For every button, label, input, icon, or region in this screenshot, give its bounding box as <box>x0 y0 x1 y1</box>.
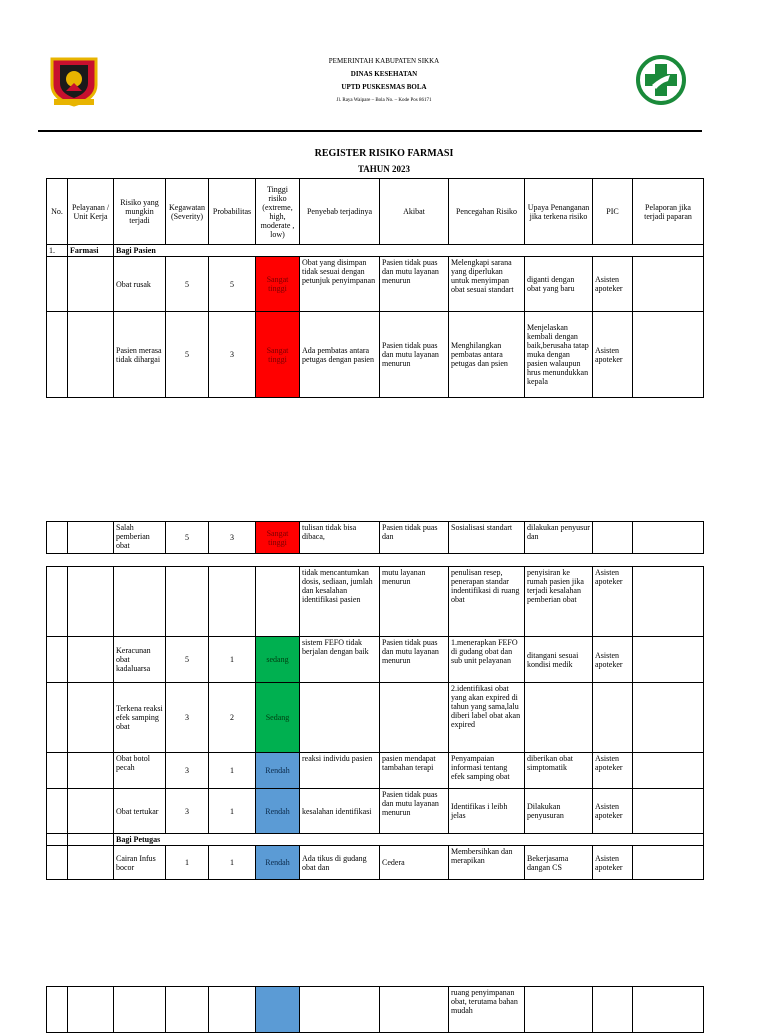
col-level: Tinggi risiko (extreme, high, moderate , low) <box>256 179 300 245</box>
risk-register-table-1 <box>46 178 704 398</box>
cause: kesalahan identifikasi <box>300 789 380 834</box>
prevention: ruang penyimpanan obat, terutama bahan mudah <box>449 987 525 1033</box>
doc-title: REGISTER RISIKO FARMASI <box>314 148 454 159</box>
risk: Obat botol pecah <box>114 753 166 789</box>
pic: Asisten apoteker <box>593 753 633 789</box>
col-no: No. <box>47 179 68 245</box>
cause: Obat yang disimpan tidak sesuai dengan petunjuk penyimpanan <box>300 257 380 312</box>
table-row <box>47 987 704 1033</box>
table-row <box>47 257 704 312</box>
section-row <box>47 245 704 257</box>
handling: Dilakukan penyusuran <box>525 789 593 834</box>
col-report: Pelaporan jika terjadi paparan <box>633 179 704 245</box>
handling: Menjelaskan kembali dengan baik,berusaha tatap muka dengan pasien walaupun hrus menundukkan kepala <box>525 312 593 398</box>
table-row <box>47 683 704 753</box>
handling: diberikan obat simptomatik <box>525 753 593 789</box>
cause: tidak mencantumkan dosis, sediaan, jumlah dan kesalahan identifikasi pasien <box>300 567 380 637</box>
risk-register-table-3 <box>46 566 704 880</box>
risk-level-badge: sedang <box>256 637 300 683</box>
effect: pasien mendapat tambahan terapi <box>380 753 449 789</box>
section-unit: Farmasi <box>68 245 114 257</box>
prevention: penulisan resep, penerapan standar indentifikasi di ruang obat <box>449 567 525 637</box>
col-unit: Pelayanan / Unit Kerja <box>68 179 114 245</box>
pic: Asisten apoteker <box>593 846 633 880</box>
prevention: Identifikas i leibh jelas <box>449 789 525 834</box>
pic: Asisten apoteker <box>593 312 633 398</box>
risk: Obat rusak <box>114 257 166 312</box>
prevention: 2.identifikasi obat yang akan expired di tahun yang sama,lalu diberi label obat akan expired <box>449 683 525 753</box>
effect: Pasien tidak puas dan mutu layanan menurun <box>380 637 449 683</box>
group-row <box>47 834 704 846</box>
probability: 5 <box>209 257 256 312</box>
risk-register-table-4 <box>46 986 704 1033</box>
pic: Asisten apoteker <box>593 567 633 637</box>
risk: Obat tertukar <box>114 789 166 834</box>
col-cause: Penyebab terjadinya <box>300 179 380 245</box>
group-staff: Bagi Petugas <box>114 834 704 846</box>
severity: 5 <box>166 257 209 312</box>
prevention: Melengkapi sarana yang diperlukan untuk menyimpan obat sesuai standart <box>449 257 525 312</box>
probability: 1 <box>209 753 256 789</box>
risk-level-badge: Sangat tinggi <box>256 312 300 398</box>
col-handling: Upaya Penanganan jika terkena risiko <box>525 179 593 245</box>
dept-name: DINAS KESEHATAN <box>350 70 418 78</box>
handling: diganti dengan obat yang baru <box>525 257 593 312</box>
prevention: Membersihkan dan merapikan <box>449 846 525 880</box>
pic: Asisten apoteker <box>593 257 633 312</box>
col-effect: Akibat <box>380 179 449 245</box>
severity: 3 <box>166 789 209 834</box>
pic: Asisten apoteker <box>593 789 633 834</box>
cause: Ada tikus di gudang obat dan <box>300 846 380 880</box>
severity: 5 <box>166 522 209 554</box>
severity: 5 <box>166 637 209 683</box>
risk-level-badge: Rendah <box>256 846 300 880</box>
letterhead <box>0 55 768 107</box>
effect: Pasien tidak puas dan mutu layanan menurun <box>380 789 449 834</box>
severity: 1 <box>166 846 209 880</box>
probability: 1 <box>209 637 256 683</box>
prevention: Sosialisasi standart <box>449 522 525 554</box>
handling: dilakukan penyusur dan <box>525 522 593 554</box>
table-row <box>47 312 704 398</box>
cause: sistem FEFO tidak berjalan dengan baik <box>300 637 380 683</box>
severity: 5 <box>166 312 209 398</box>
section-no: 1. <box>47 245 68 257</box>
table-row <box>47 637 704 683</box>
cause: Ada pembatas antara petugas dengan pasien <box>300 312 380 398</box>
handling: Bekerjasama dangan CS <box>525 846 593 880</box>
effect: Pasien tidak puas dan mutu layanan menurun <box>380 257 449 312</box>
letterhead-divider <box>38 130 702 132</box>
risk: Pasien merasa tidak dihargai <box>114 312 166 398</box>
cause: tulisan tidak bisa dibaca, <box>300 522 380 554</box>
table-row <box>47 567 704 637</box>
col-severity: Kegawatan (Severity) <box>166 179 209 245</box>
risk: Keracunan obat kadaluarsa <box>114 637 166 683</box>
risk-level-badge: Rendah <box>256 789 300 834</box>
risk: Salah pemberian obat <box>114 522 166 554</box>
handling: penyisiran ke rumah pasien jika terjadi kesalahan pemberian obat <box>525 567 593 637</box>
table-row <box>47 753 704 789</box>
col-risk: Risiko yang mungkin terjadi <box>114 179 166 245</box>
risk-level-badge: Sangat tinggi <box>256 257 300 312</box>
unit-name: UPTD PUSKESMAS BOLA <box>341 83 427 91</box>
header-row <box>47 179 704 245</box>
table-row <box>47 789 704 834</box>
cause: reaksi individu pasien <box>300 753 380 789</box>
table-row <box>47 522 704 554</box>
prevention: Menghilangkan pembatas antara petugas dan psien <box>449 312 525 398</box>
effect: mutu layanan menurun <box>380 567 449 637</box>
probability: 3 <box>209 312 256 398</box>
risk-level-badge: Rendah <box>256 753 300 789</box>
doc-year: TAHUN 2023 <box>357 164 411 174</box>
table-row <box>47 846 704 880</box>
risk-level-badge: Sedang <box>256 683 300 753</box>
risk: Terkena reaksi efek samping obat <box>114 683 166 753</box>
prevention: Penyampaian informasi tentang efek samping obat <box>449 753 525 789</box>
severity: 3 <box>166 753 209 789</box>
pic: Asisten apoteker <box>593 637 633 683</box>
handling: ditangani sesuai kondisi medik <box>525 637 593 683</box>
probability: 2 <box>209 683 256 753</box>
severity: 3 <box>166 683 209 753</box>
address: Jl. Raya Waipare – Bola No. – Kode Pos 86171 <box>336 98 432 103</box>
risk-register-table-2 <box>46 521 704 554</box>
effect: Pasien tidak puas dan mutu layanan menurun <box>380 312 449 398</box>
probability: 1 <box>209 789 256 834</box>
effect: Cedera <box>380 846 449 880</box>
col-pic: PIC <box>593 179 633 245</box>
col-prevention: Pencegahan Risiko <box>449 179 525 245</box>
prevention: 1.menerapkan FEFO di gudang obat dan sub unit pelayanan <box>449 637 525 683</box>
risk: Cairan Infus bocor <box>114 846 166 880</box>
group-patient: Bagi Pasien <box>114 245 704 257</box>
probability: 3 <box>209 522 256 554</box>
col-probability: Probabilitas <box>209 179 256 245</box>
probability: 1 <box>209 846 256 880</box>
gov-name: PEMERINTAH KABUPATEN SIKKA <box>328 57 440 65</box>
risk-level-badge: Sangat tinggi <box>256 522 300 554</box>
effect: Pasien tidak puas dan <box>380 522 449 554</box>
